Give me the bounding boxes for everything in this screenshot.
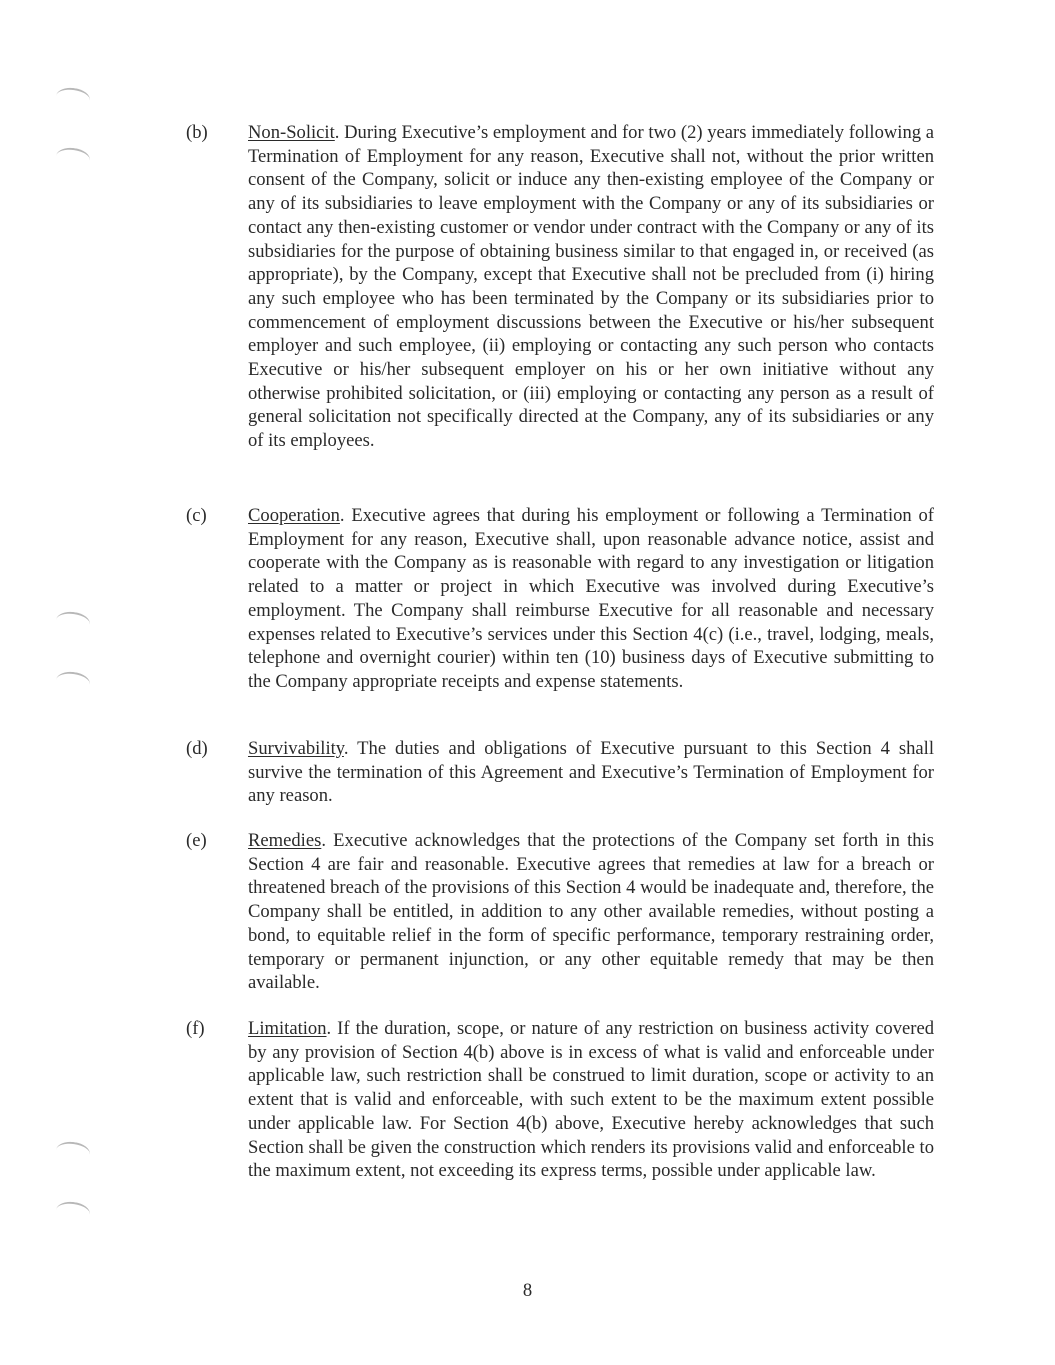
- section-label: (e): [186, 830, 207, 851]
- section-label: (f): [186, 1018, 205, 1039]
- section-heading: Survivability: [248, 738, 344, 759]
- section-remedies: [186, 829, 934, 995]
- punch-hole-mark: [55, 146, 91, 171]
- section-survivability: [186, 737, 934, 808]
- section-label: (b): [186, 122, 208, 143]
- section-paragraph: [248, 737, 934, 808]
- section-paragraph: [248, 121, 934, 453]
- section-label: (c): [186, 505, 207, 526]
- section-heading: Remedies: [248, 830, 322, 851]
- section-text: . The duties and obligations of Executive pursuant to this Section 4 shall survive the termination of this Agreement and Executive’s Termination of Employment for any reason.: [248, 738, 934, 807]
- section-non-solicit: [186, 121, 934, 453]
- punch-hole-mark: [55, 1200, 91, 1225]
- punch-hole-mark: [55, 1140, 91, 1165]
- section-cooperation: [186, 504, 934, 694]
- page-number: 8: [522, 1280, 533, 1301]
- section-heading: Cooperation: [248, 505, 340, 526]
- section-text: . During Executive’s employment and for two (2) years immediately following a Termination of Employment for any reason, Executive shall not, without the prior written consent of the Company, solicit or induce any then-existing employee of the Company or any of its subsidiaries to leave employment with the Company or any of its subsidiaries or contact any then-existing customer or vendor under contract with the Company or any of its subsidiaries for the purpose of obtaining business similar to that engaged in, or received (as appropriate), by the Company, except that Executive shall not be precluded from (i) hiring any such employee who has been terminated by the Company or its subsidiaries prior to commencement of employment discussions between the Executive or his/her subsequent employer and such employee, (ii) employing or contacting any such person who contacts Executive or his/her subsequent employer on his or her own initiative without any otherwise prohibited solicitation, or (iii) employing or contacting any person as a result of general solicitation not specifically directed at the Company, any of its subsidiaries or any of its employees.: [248, 122, 934, 452]
- section-limitation: [186, 1017, 934, 1183]
- section-text: . If the duration, scope, or nature of any restriction on business activity covered by any provision of Section 4(b) above is in excess of what is valid and enforceable under applicable law, such restriction shall be construed to limit duration, scope or activity to an extent that is valid and enforceable, with such extent to be the maximum extent possible under applicable law. For Section 4(b) above, Executive hereby acknowledges that such Section shall be given the construction which renders its provisions valid and enforceable to the maximum extent, not exceeding its express terms, possible under applicable law.: [248, 1018, 934, 1182]
- section-text: . Executive acknowledges that the protections of the Company set forth in this Section 4 are fair and reasonable. Executive agrees that remedies at law for a breach or threatened breach of the provisions of this Section 4 would be inadequate and, therefore, the Company shall be entitled, in addition to any other available remedies, without posting a bond, to equitable relief in the form of specific performance, temporary restraining order, temporary or permanent injunction, or any other equitable remedy that may be then available.: [248, 830, 934, 994]
- section-paragraph: [248, 1017, 934, 1183]
- section-paragraph: [248, 504, 934, 694]
- punch-hole-mark: [55, 670, 91, 695]
- section-text: . Executive agrees that during his employment or following a Termination of Employment for any reason, Executive shall, upon reasonable advance notice, assist and cooperate with the Company as is reasonable with regard to any investigation or litigation related to a matter or project in which Executive was involved during Executive’s employment. The Company shall reimburse Executive for all reasonable and necessary expenses related to Executive’s services under this Section 4(c) (i.e., travel, lodging, meals, telephone and overnight courier) within ten (10) business days of Executive submitting to the Company appropriate receipts and expense statements.: [248, 505, 934, 692]
- section-heading: Limitation: [248, 1018, 327, 1039]
- section-heading: Non-Solicit: [248, 122, 335, 143]
- punch-hole-mark: [55, 610, 91, 635]
- punch-hole-mark: [55, 86, 91, 111]
- section-label: (d): [186, 738, 208, 759]
- section-paragraph: [248, 829, 934, 995]
